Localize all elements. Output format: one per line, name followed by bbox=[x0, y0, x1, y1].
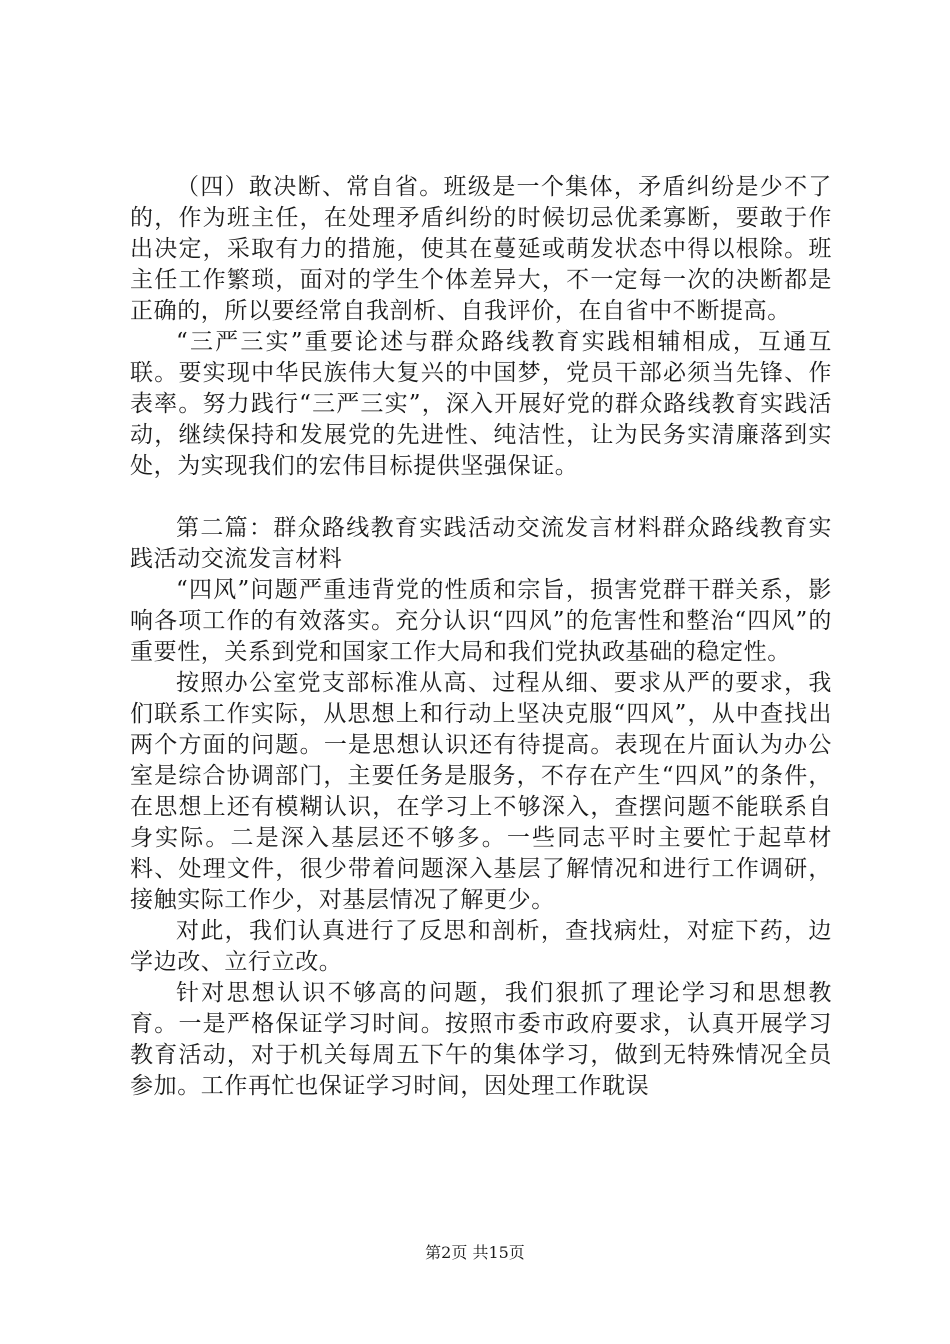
paragraph-office-requirements: 按照办公室党支部标准从高、过程从细、要求从严的要求，我们联系工作实际，从思想上和行动上坚决克服“四风”，从中查找出两个方面的问题。一是思想认识还有待提高。表现在片面认为办公室是综合协调部门，主要任务是服务，不存在产生“四风”的条件，在思想上还有模糊认识，在学习上不够深入，查摆问题不能联系自身实际。二是深入基层还不够多。一些同志平时主要忙于起草材料、处理文件，很少带着问题深入基层了解情况和进行工作调研，接触实际工作少，对基层情况了解更少。 bbox=[130, 670, 832, 913]
page-number: 第2页 共15页 bbox=[425, 1243, 525, 1262]
paragraph-theory-study: 针对思想认识不够高的问题，我们狠抓了理论学习和思想教育。一是严格保证学习时间。按照市委市政府要求，认真开展学习教育活动，对于机关每周五下午的集体学习，做到无特殊情况全员参加。工作再忙也保证学习时间，因处理工作耽误 bbox=[130, 980, 832, 1099]
section-gap bbox=[130, 482, 832, 513]
document-body bbox=[130, 172, 832, 1102]
paragraph-reflection: 对此，我们认真进行了反思和剖析，查找病灶，对症下药，边学边改、立行立改。 bbox=[130, 918, 832, 975]
section-title: 第二篇：群众路线教育实践活动交流发言材料群众路线教育实践活动交流发言材料 bbox=[130, 515, 832, 572]
paragraph-four-winds: “四风”问题严重违背党的性质和宗旨，损害党群干群关系，影响各项工作的有效落实。充分认识“四风”的危害性和整治“四风”的重要性，关系到党和国家工作大局和我们党执政基础的稳定性。 bbox=[130, 577, 832, 665]
paragraph-three-strict: “三严三实”重要论述与群众路线教育实践相辅相成，互通互联。要实现中华民族伟大复兴的中国梦，党员干部必须当先锋、作表率。努力践行“三严三实”，深入开展好党的群众路线教育实践活动，继续保持和发展党的先进性、纯洁性，让为民务实清廉落到实处，为实现我们的宏伟目标提供坚强保证。 bbox=[130, 329, 832, 479]
paragraph-four-decisive: （四）敢决断、常自省。班级是一个集体，矛盾纠纷是少不了的，作为班主任，在处理矛盾纠纷的时候切忌优柔寡断，要敢于作出决定，采取有力的措施，使其在蔓延或萌发状态中得以根除。班主任工作繁琐，面对的学生个体差异大，不一定每一次的决断都是正确的，所以要经常自我剖析、自我评价，在自省中不断提高。 bbox=[130, 174, 832, 324]
